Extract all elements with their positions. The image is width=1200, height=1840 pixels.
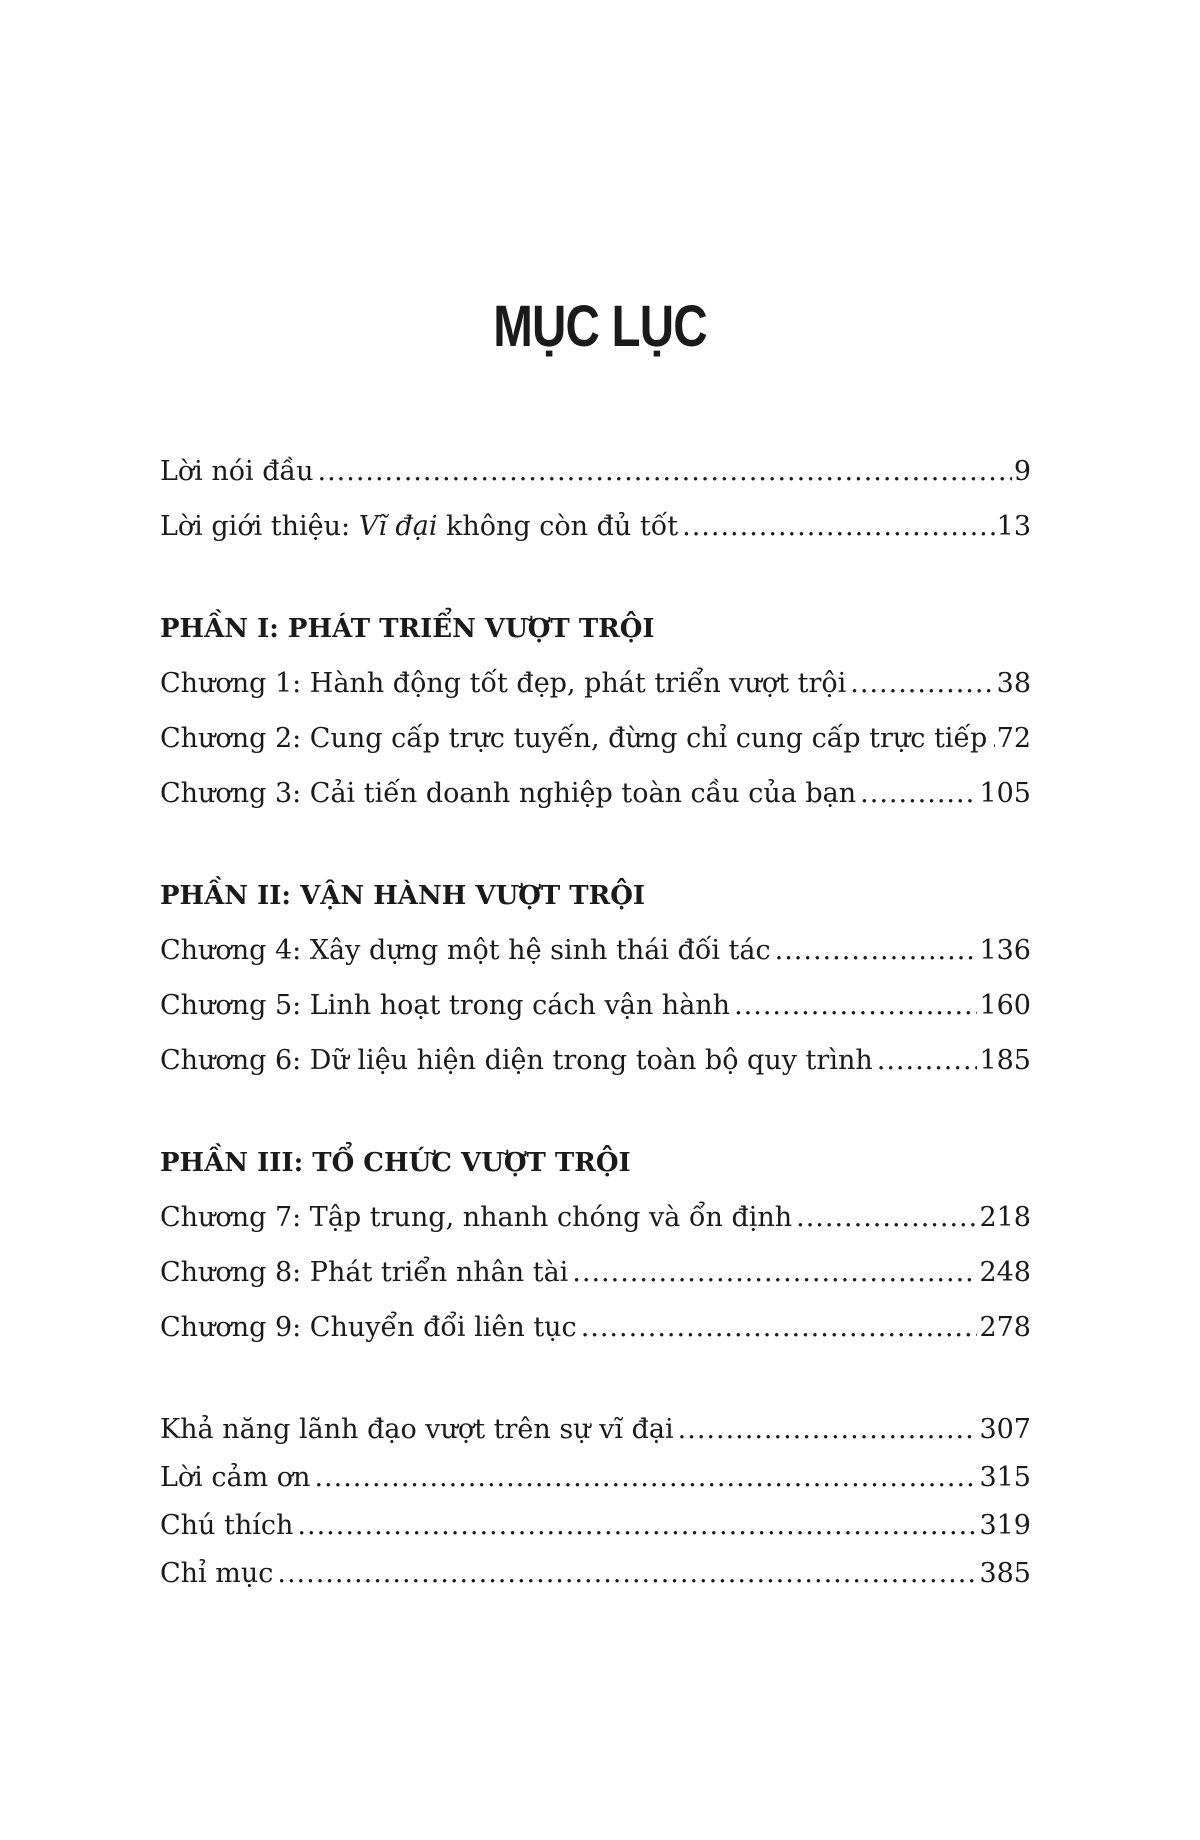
- dot-leader: [796, 1198, 977, 1238]
- toc-entry-chapter-9[interactable]: [160, 1308, 1031, 1348]
- toc-entry-title: Chương 1: Hành động tốt đẹp, phát triển vượt trội: [160, 668, 847, 699]
- toc-entry-chapter-5[interactable]: [160, 986, 1031, 1026]
- toc-entry-chapter-3[interactable]: [160, 774, 1031, 814]
- dot-leader: [991, 719, 994, 759]
- toc-entry-chapter-6[interactable]: [160, 1041, 1031, 1081]
- toc-entry-title: Chương 8: Phát triển nhân tài: [160, 1257, 569, 1288]
- toc-entry-page: 319: [979, 1510, 1031, 1541]
- toc-entry-page: 160: [979, 990, 1031, 1021]
- dot-leader: [877, 1041, 978, 1081]
- italic-title-part: Vĩ đại: [358, 511, 438, 542]
- toc-entry-page: 385: [979, 1558, 1031, 1589]
- toc-entry-title: Khả năng lãnh đạo vượt trên sự vĩ đại: [160, 1414, 674, 1445]
- toc-entry-notes[interactable]: [160, 1506, 1031, 1546]
- toc-entry-chapter-1[interactable]: [160, 664, 1031, 704]
- toc-entry-chapter-2[interactable]: [160, 719, 1031, 759]
- toc-entry-chapter-7[interactable]: [160, 1198, 1031, 1238]
- toc-entry-title: Chương 3: Cải tiến doanh nghiệp toàn cầu của bạn: [160, 778, 857, 809]
- toc-entry-leadership[interactable]: [160, 1410, 1031, 1450]
- toc-entry-page: 105: [979, 778, 1031, 809]
- toc-entry-chapter-8[interactable]: [160, 1253, 1031, 1293]
- toc-entry-acknowledgements[interactable]: [160, 1458, 1031, 1498]
- dot-leader: [277, 1554, 977, 1594]
- dot-leader: [317, 452, 1011, 492]
- toc-entry-page: 136: [979, 935, 1031, 966]
- toc-entry-title: Chương 4: Xây dựng một hệ sinh thái đối tác: [160, 935, 771, 966]
- toc-entry-title: Lời giới thiệu: Vĩ đại không còn đủ tốt: [160, 511, 679, 542]
- dot-leader: [775, 931, 978, 971]
- page-title: MỤC LỤC: [493, 294, 707, 359]
- toc-entry-title: Chương 7: Tập trung, nhanh chóng và ổn định: [160, 1202, 793, 1233]
- toc-entry-chapter-4[interactable]: [160, 931, 1031, 971]
- dot-leader: [572, 1253, 977, 1293]
- toc-entry-title: Chương 5: Linh hoạt trong cách vận hành: [160, 990, 731, 1021]
- toc-entry-title: Lời cảm ơn: [160, 1462, 311, 1493]
- dot-leader: [314, 1458, 977, 1498]
- toc-entry-page: 307: [979, 1414, 1031, 1445]
- toc-entry-title: Chương 2: Cung cấp trực tuyến, đừng chỉ cung cấp trực tiếp: [160, 723, 988, 754]
- toc-entry-page: 218: [979, 1202, 1031, 1233]
- toc-entry-page: 185: [979, 1045, 1031, 1076]
- dot-leader: [581, 1308, 978, 1348]
- toc-entry-title: Chương 9: Chuyển đổi liên tục: [160, 1312, 577, 1343]
- dot-leader: [860, 774, 977, 814]
- dot-leader: [682, 507, 995, 547]
- toc-entry-page: 248: [979, 1257, 1031, 1288]
- toc-entry-page: 72: [996, 723, 1031, 754]
- toc-entry-page: 278: [979, 1312, 1031, 1343]
- dot-leader: [850, 664, 994, 704]
- dot-leader: [297, 1506, 977, 1546]
- dot-leader: [734, 986, 977, 1026]
- toc-entry-page: 9: [1013, 456, 1031, 487]
- toc-entry-introduction[interactable]: [160, 507, 1031, 547]
- part-heading-1[interactable]: PHẦN I: PHÁT TRIỂN VƯỢT TRỘI: [160, 614, 655, 644]
- toc-entry-title: Chỉ mục: [160, 1558, 274, 1589]
- toc-entry-page: 13: [996, 511, 1031, 542]
- toc-entry-preface[interactable]: [160, 452, 1031, 492]
- dot-leader: [678, 1410, 978, 1450]
- toc-entry-title: Lời nói đầu: [160, 456, 314, 487]
- part-heading-2[interactable]: PHẦN II: VẬN HÀNH VƯỢT TRỘI: [160, 881, 646, 911]
- toc-entry-title: Chú thích: [160, 1510, 294, 1541]
- toc-entry-title: Chương 6: Dữ liệu hiện diện trong toàn bộ quy trình: [160, 1045, 873, 1076]
- toc-entry-page: 315: [979, 1462, 1031, 1493]
- toc-entry-index[interactable]: [160, 1554, 1031, 1594]
- toc-entry-page: 38: [996, 668, 1031, 699]
- part-heading-3[interactable]: PHẦN III: TỔ CHỨC VƯỢT TRỘI: [160, 1148, 631, 1178]
